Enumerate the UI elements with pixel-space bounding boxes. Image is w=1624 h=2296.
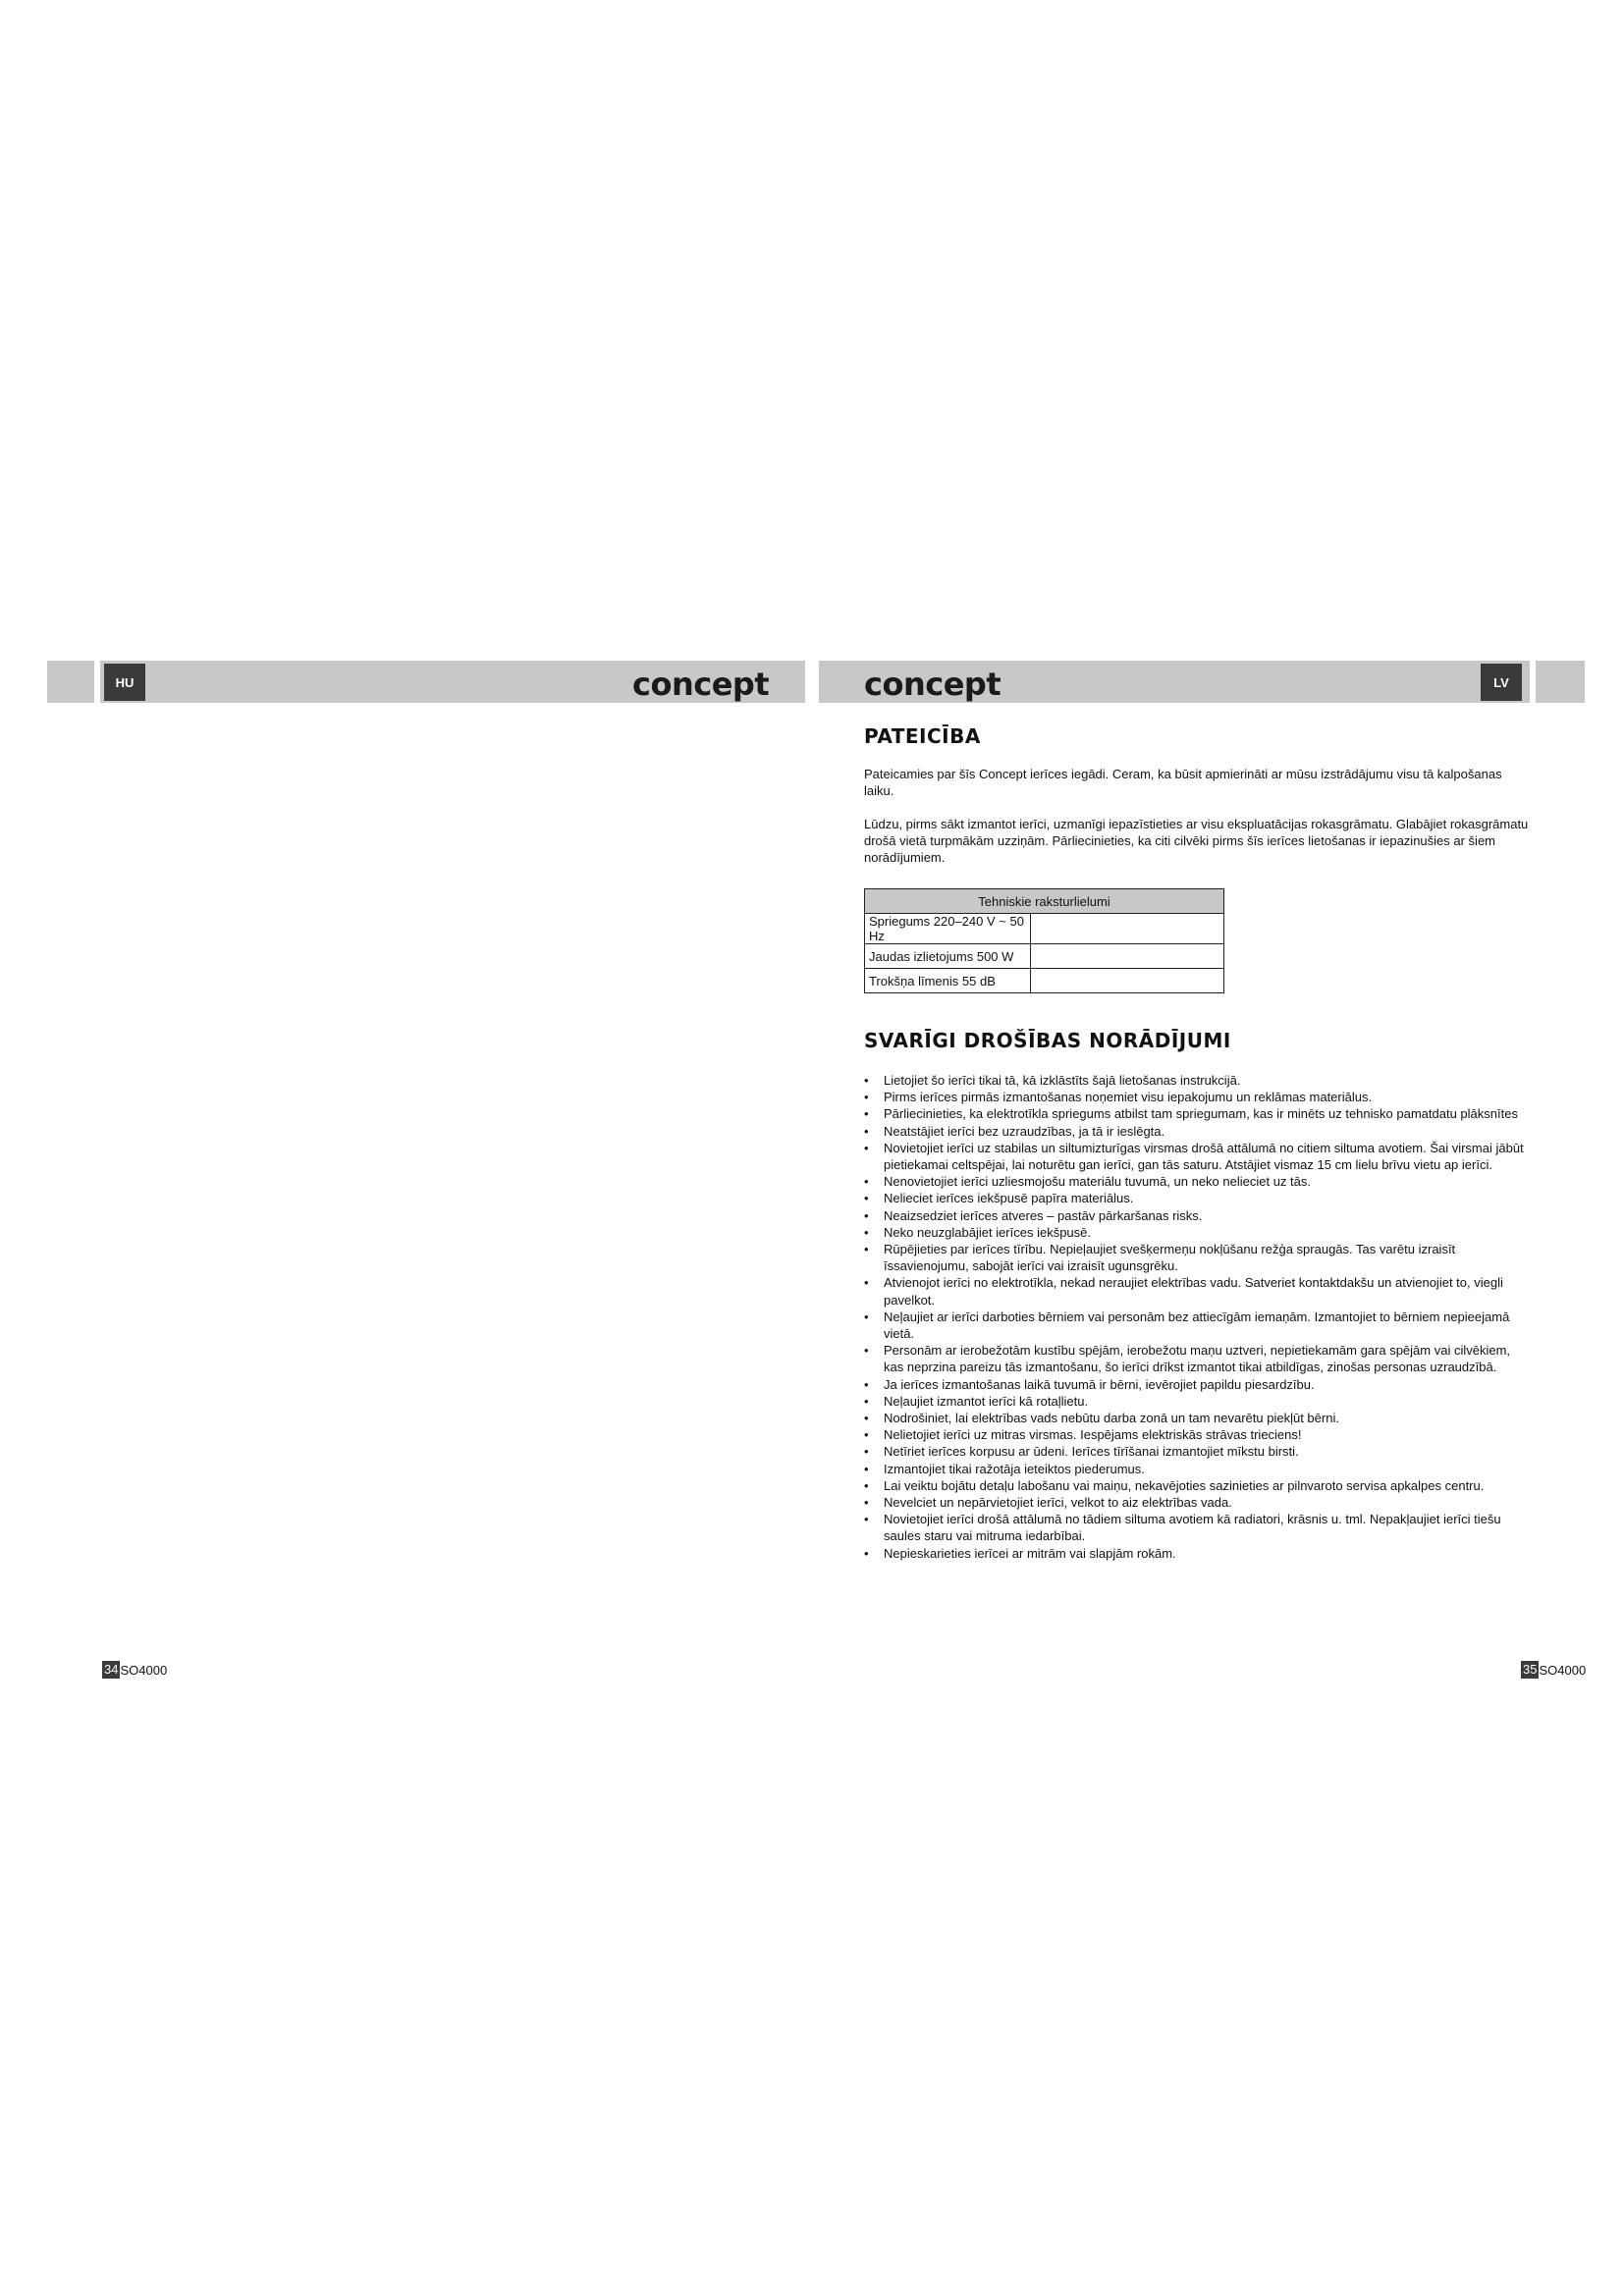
spec-row-1 — [865, 944, 1031, 969]
safety-list — [864, 1072, 1532, 1562]
footer-left — [102, 1661, 167, 1679]
list-item: • Netīriet ierīces korpusu ar ūdeni. Ierīces tīrīšanai izmantojiet mīkstu birsti. — [864, 1443, 1532, 1460]
header-divider — [94, 661, 100, 703]
spec-empty-cell — [1031, 969, 1224, 993]
header-divider — [1530, 661, 1536, 703]
list-item: • Pārliecinieties, ka elektrotīkla spriegums atbilst tam spriegumam, kas ir minēts uz tehnisko pamatdatu plāksnītes — [864, 1105, 1532, 1122]
model-name-right: SO4000 — [1539, 1662, 1587, 1678]
table-row — [865, 944, 1224, 969]
footer-right — [1521, 1661, 1586, 1679]
safety-heading: SVARĪGI DROŠĪBAS NORĀDĪJUMI — [864, 1029, 1231, 1052]
list-item: • Ja ierīces izmantošanas laikā tuvumā ir bērni, ievērojiet papildu piesardzību. — [864, 1376, 1532, 1393]
list-item: • Pirms ierīces pirmās izmantošanas noņemiet visu iepakojumu un reklāmas materiālus. — [864, 1089, 1532, 1105]
list-item: • Nodrošiniet, lai elektrības vads nebūtu darba zonā un tam nevarētu piekļūt bērni. — [864, 1410, 1532, 1426]
list-item: • Nelietojiet ierīci uz mitras virsmas. Iespējams elektriskās strāvas trieciens! — [864, 1426, 1532, 1443]
concept-logo-right: concept — [864, 666, 1001, 703]
thanks-paragraph-2: Lūdzu, pirms sākt izmantot ierīci, uzmanīgi iepazīstieties ar visu ekspluatācijas rokasgrāmatu. Glabājiet rokasgrāmatu drošā vietā turpmākām uzziņām. Pārliecinieties, ka citi cilvēki pirms šīs ierīces lietošanas ir iepazinušies ar šiem norādījumiem. — [864, 817, 1529, 865]
list-item: • Lai veiktu bojātu detaļu labošanu vai maiņu, nekavējoties sazinieties ar pilnvaroto servisa apkalpes centru. — [864, 1477, 1532, 1494]
list-item: • Neatstājiet ierīci bez uzraudzības, ja tā ir ieslēgta. — [864, 1123, 1532, 1140]
spec-row-2 — [865, 969, 1031, 993]
language-tag-hu: HU — [104, 664, 145, 701]
table-row — [865, 969, 1224, 993]
spec-label: Trokšņa līmenis — [869, 973, 959, 988]
specs-table-header: Tehniskie raksturlielumi — [865, 889, 1224, 914]
list-item: • Novietojiet ierīci uz stabilas un siltumizturīgas virsmas drošā attālumā no citiem siltuma avotiem. Šai virsmai jābūt pietiekamai celtspējai, lai noturētu gan ierīci, gan tās saturu. Atstājiet vismaz 15 cm lielu brīvu vietu ap ierīci. — [864, 1140, 1532, 1173]
thanks-heading: PATEICĪBA — [864, 724, 981, 748]
page-number-left: 34 — [104, 1662, 119, 1677]
page-content-lv — [864, 724, 1532, 1562]
spec-value: 500 W — [976, 948, 1014, 964]
list-item: • Nelieciet ierīces iekšpusē papīra materiālus. — [864, 1190, 1532, 1206]
list-item: • Lietojiet šo ierīci tikai tā, kā izklāstīts šajā lietošanas instrukcijā. — [864, 1072, 1532, 1089]
spec-label: Spriegums — [869, 914, 931, 929]
list-item: • Neko neuzglabājiet ierīces iekšpusē. — [864, 1224, 1532, 1241]
spec-value: 220–240 V ~ 50 Hz — [869, 914, 1024, 943]
list-item: • Nepieskarieties ierīcei ar mitrām vai slapjām rokām. — [864, 1545, 1532, 1562]
list-item: • Izmantojiet tikai ražotāja ieteiktos piederumus. — [864, 1461, 1532, 1477]
list-item: • Personām ar ierobežotām kustību spējām, ierobežotu maņu uztveri, nepietiekamām gara spējām vai cilvēkiem, kas neprzina pareizu tās izmantošanu, šo ierīci drīkst izmantot tikai atbildīgas, zinošas personas uzraudzībā. — [864, 1342, 1532, 1375]
spec-label: Jaudas izlietojums — [869, 948, 974, 964]
list-item: • Novietojiet ierīci drošā attālumā no tādiem siltuma avotiem kā radiatori, krāsnis u. tml. Nepakļaujiet ierīci tiešu saules staru vai mitruma iedarbībai. — [864, 1511, 1532, 1544]
spec-value: 55 dB — [961, 973, 996, 988]
list-item: • Nevelciet un nepārvietojiet ierīci, velkot to aiz elektrības vada. — [864, 1494, 1532, 1511]
list-item: • Neļaujiet ar ierīci darboties bērniem vai personām bez attiecīgām iemaņām. Izmantojiet to bērniem nepieejamā vietā. — [864, 1308, 1532, 1342]
concept-logo-left: concept — [632, 666, 770, 703]
spec-empty-cell — [1031, 914, 1224, 944]
model-name-left: SO4000 — [120, 1662, 168, 1678]
thanks-paragraph-1: Pateicamies par šīs Concept ierīces iegādi. Ceram, ka būsit apmierināti ar mūsu izstrādājumu visu tā kalpošanas laiku. — [864, 767, 1502, 798]
list-item: • Nenovietojiet ierīci uzliesmojošu materiālu tuvumā, un neko nelieciet uz tās. — [864, 1173, 1532, 1190]
spec-empty-cell — [1031, 944, 1224, 969]
list-item: • Neļaujiet izmantot ierīci kā rotaļlietu. — [864, 1393, 1532, 1410]
page-number-right: 35 — [1523, 1662, 1538, 1677]
table-row — [865, 914, 1224, 944]
list-item: • Neaizsedziet ierīces atveres – pastāv pārkaršanas risks. — [864, 1207, 1532, 1224]
list-item: • Rūpējieties par ierīces tīrību. Nepieļaujiet svešķermeņu nokļūšanu režģa spraugās. Tas varētu izraisīt īssavienojumu, sabojāt ierīci vai izraisīt ugunsgrēku. — [864, 1241, 1532, 1274]
technical-specs-table — [864, 888, 1224, 993]
spec-row-0 — [865, 914, 1031, 944]
list-item: • Atvienojot ierīci no elektrotīkla, nekad neraujiet elektrības vadu. Satveriet kontaktdakšu un atvienojiet to, viegli pavelkot. — [864, 1274, 1532, 1308]
language-tag-lv: LV — [1481, 664, 1522, 701]
